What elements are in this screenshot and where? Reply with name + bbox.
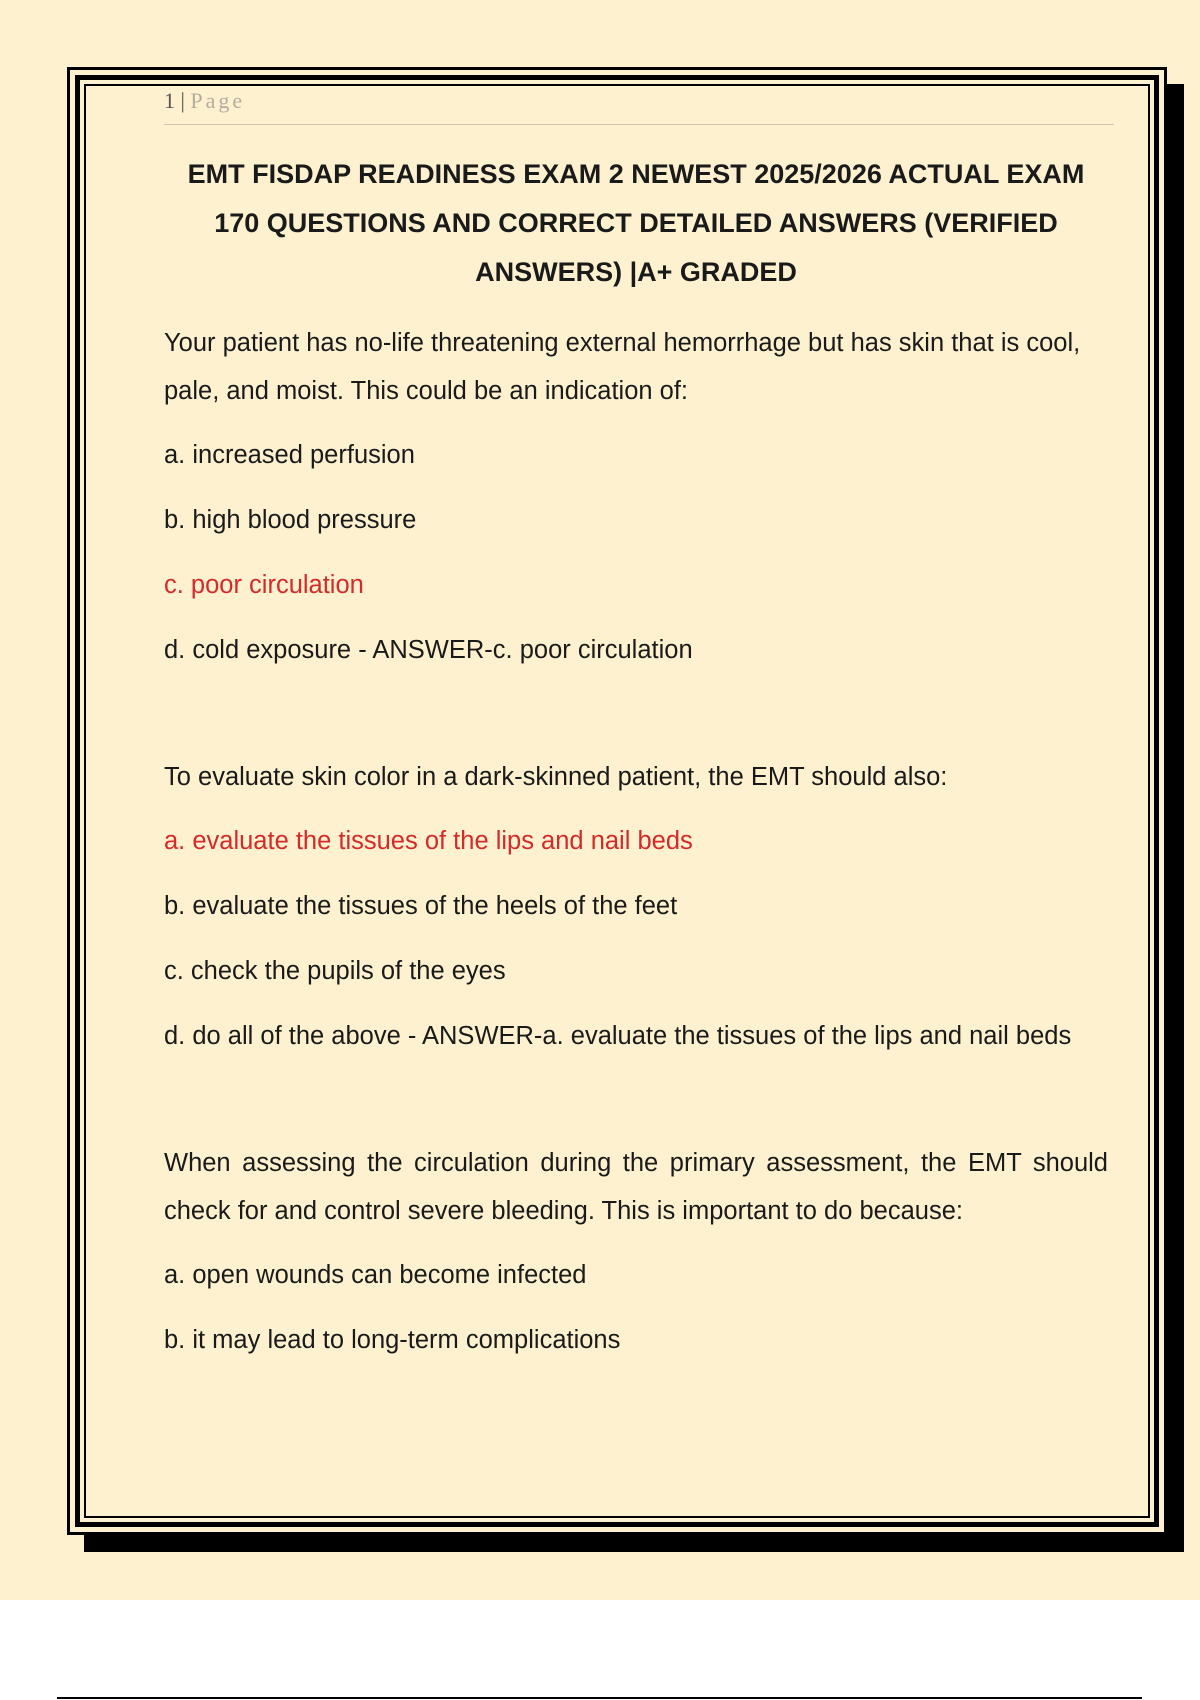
answer-option: b. evaluate the tissues of the heels of the feet — [164, 892, 678, 920]
question-block — [164, 1139, 1108, 1364]
question-stem: To evaluate skin color in a dark-skinned patient, the EMT should also: — [164, 763, 948, 791]
question-block — [164, 753, 1108, 1060]
question-stem: When assessing the circulation during the primary assessment, the EMT should check for and control severe bleeding. This is important to do because: — [164, 1149, 1108, 1225]
page-number-separator: | — [180, 88, 185, 113]
question-stem: Your patient has no-life threatening external hemorrhage but has skin that is cool, pale, and moist. This could be an indication of: — [164, 329, 1081, 405]
document-body — [164, 150, 1108, 1381]
answer-option-with-key: d. cold exposure - ANSWER-c. poor circulation — [164, 636, 693, 664]
correct-answer-option: a. evaluate the tissues of the lips and nail beds — [164, 827, 693, 855]
answer-option: b. it may lead to long-term complications — [164, 1326, 621, 1354]
answer-option: b. high blood pressure — [164, 506, 417, 534]
page-border — [67, 67, 1167, 1535]
page-header — [164, 90, 245, 112]
answer-option: a. open wounds can become infected — [164, 1261, 587, 1289]
question-block — [164, 319, 1108, 674]
answer-option: a. increased perfusion — [164, 441, 415, 469]
answer-option-with-key: d. do all of the above - ANSWER-a. evaluate the tissues of the lips and nail beds — [164, 1022, 1072, 1050]
footer-rule — [57, 1697, 1142, 1699]
answer-option: c. check the pupils of the eyes — [164, 957, 506, 985]
document-title: EMT FISDAP READINESS EXAM 2 NEWEST 2025/2026 ACTUAL EXAM 170 QUESTIONS AND CORRECT DETAILED ANSWERS (VERIFIED ANSWERS) |A+ GRADED — [187, 159, 1085, 287]
page-number: 1 — [164, 88, 175, 113]
page-label: Page — [190, 88, 246, 113]
header-divider — [164, 124, 1114, 125]
correct-answer-option: c. poor circulation — [164, 571, 364, 599]
